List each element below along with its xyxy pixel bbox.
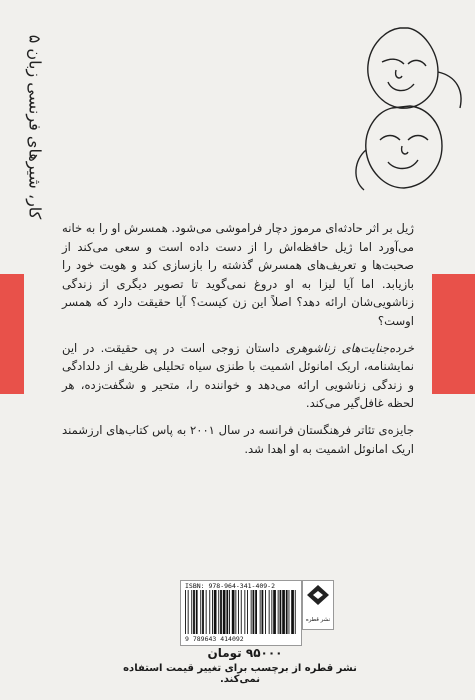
synopsis-paragraph-1: ژیل بر اثر حادثه‌ای مرموز دچار فراموشی می‌شود. همسرش او را به خانه می‌آورد اما ژیل حافظه‌اش را از دست داده است و سعی می‌کند از صحبت‌ها و تعریف‌های همسرش گذشته را بازسازی کند و هویت خود را بازیابد. اما آیا لیزا به او دروغ نمی‌گوید تا تصویر دیگری از زندگی زناشویی‌شان ارائه دهد؟ اصلاً این زن کیست؟ آیا حقیقت دارد که همسر اوست؟ [62, 221, 414, 328]
synopsis-paragraph-2 [62, 339, 414, 413]
faces-illustration [330, 20, 470, 195]
synopsis-paragraph-3: جایزه‌ی تئاتر فرهنگستان فرانسه در سال ۲۰۰۱ به پاس کتاب‌های ارزشمند اریک امانوئل اشمیت به او اهدا شد. [62, 422, 415, 456]
price: ۹۵۰۰۰ تومان [207, 646, 283, 660]
book-title-italic: خرده‌جنایت‌های زناشوهری [285, 340, 414, 355]
series-title-text: کار، شیرهای فرنسی زبان ۵ [25, 34, 45, 220]
price-notice: نشر قطره از برچسب برای تغییر قیمت استفاده نمی‌کند. [123, 663, 357, 685]
barcode [180, 580, 302, 646]
publisher-logo [302, 580, 334, 630]
synopsis-paragraph-2-text: داستان زوجی است در پی حقیقت. در این نمایشنامه، اریک امانوئل اشمیت با طنزی سیاه تحلیلی ظریف از دلدادگی و زندگی زناشویی ارائه می‌دهد و خواننده را، متحیر و شگفت‌زده، هر لحظه غافل‌گیر می‌کند. [62, 340, 414, 411]
decorative-red-bar-right [432, 274, 475, 394]
synopsis [62, 219, 414, 466]
publisher-name: نشر قطره [305, 617, 331, 623]
series-title [20, 22, 50, 232]
isbn-text: ISBN: 978-964-341-409-2 [185, 582, 276, 590]
decorative-red-bar-left [0, 274, 24, 394]
barcode-number: 9 789643 414092 [185, 635, 244, 643]
publisher-logo-icon [303, 581, 333, 617]
barcode-bars [185, 590, 297, 634]
